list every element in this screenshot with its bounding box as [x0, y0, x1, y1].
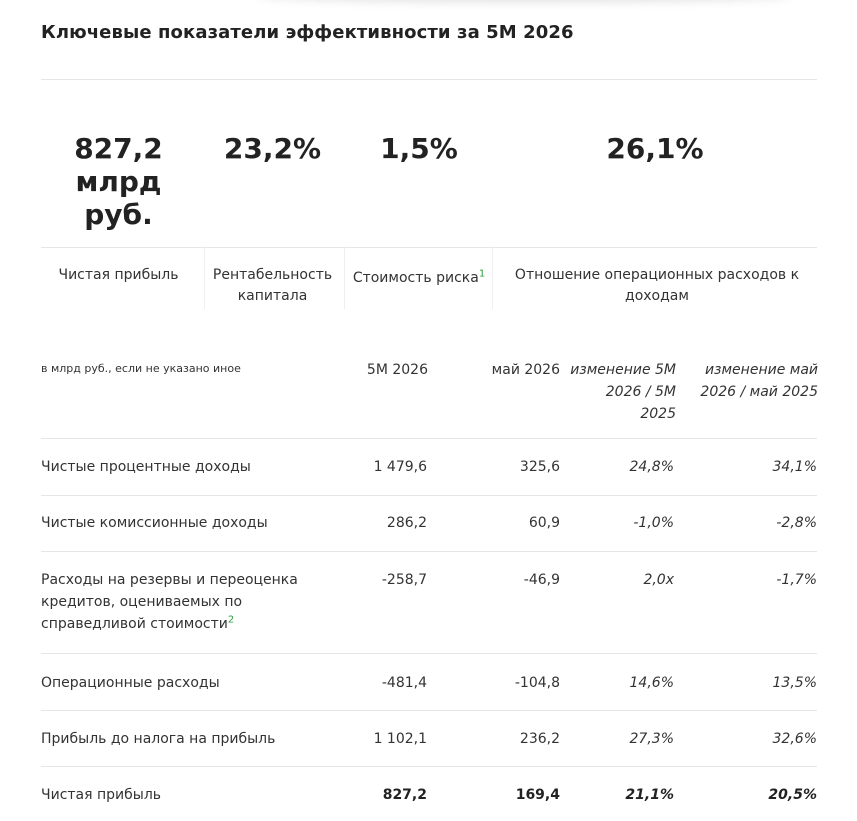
- column-header-may-2026: май 2026: [491, 362, 560, 378]
- column-header-5m-2026: 5М 2026: [366, 362, 428, 378]
- footnote-2-marker[interactable]: 2: [227, 614, 235, 626]
- kpi-roe-value: 23,2%: [223, 132, 322, 165]
- footnote-1-marker[interactable]: 1: [478, 268, 486, 280]
- row-divider: [41, 766, 817, 767]
- cell-5m-2026: -258,7: [381, 572, 427, 588]
- kpi-cir-value: 26,1%: [606, 132, 704, 165]
- kpi-net-profit-value: 827,2 млрд руб.: [74, 132, 163, 231]
- cell-5m-2026: 286,2: [386, 515, 427, 531]
- row-label-net-profit: Чистая прибыль: [41, 787, 162, 803]
- cell-5m-2026: -481,4: [381, 675, 427, 691]
- cell-may-2026: 236,2: [519, 731, 560, 747]
- kpi-cost-of-risk-label-text: Стоимость риска: [352, 270, 479, 286]
- table-divider: [41, 438, 817, 439]
- cell-may-2026: 169,4: [515, 787, 560, 803]
- cell-may-2026: 60,9: [528, 515, 560, 531]
- cell-5m-2026: 1 479,6: [373, 459, 427, 475]
- kpi-divider: [41, 247, 817, 248]
- row-divider: [41, 495, 817, 496]
- cell-change-5m: 27,3%: [629, 731, 674, 747]
- cell-change-5m: 2,0х: [643, 572, 674, 588]
- cell-may-2026: 325,6: [519, 459, 560, 475]
- kpi-roe-label: Рентабельность капитала: [212, 267, 333, 304]
- kpi-cost-of-risk-value: 1,5%: [380, 132, 458, 165]
- cell-may-2026: -46,9: [523, 572, 560, 588]
- cell-change-may: 32,6%: [772, 731, 817, 747]
- column-header-change-may: изменение май 2026 / май 2025: [700, 362, 818, 400]
- row-label-provisions-text: Расходы на резервы и переоценка кредитов, оцениваемых по справедливой стоимости: [41, 572, 298, 632]
- cell-change-may: -2,8%: [776, 515, 817, 531]
- cell-change-5m: 21,1%: [625, 787, 674, 803]
- row-label-profit-before-tax: Прибыль до налога на прибыль: [41, 731, 276, 747]
- cell-change-5m: 24,8%: [629, 459, 674, 475]
- row-label-net-fee-income: Чистые комиссионные доходы: [41, 515, 268, 531]
- kpi-cir-label: Отношение операционных расходов к доходам: [514, 267, 800, 304]
- cell-change-5m: -1,0%: [633, 515, 674, 531]
- cell-change-may: 13,5%: [772, 675, 817, 691]
- cell-change-5m: 14,6%: [629, 675, 674, 691]
- kpi-cost-of-risk-label: [345, 268, 493, 289]
- cell-change-may: 34,1%: [772, 459, 817, 475]
- cell-change-may: -1,7%: [776, 572, 817, 588]
- row-label-provisions: [41, 569, 316, 635]
- row-label-operating-expenses: Операционные расходы: [41, 675, 220, 691]
- table-unit-note: в млрд руб., если не указано иное: [41, 362, 241, 375]
- cell-5m-2026: 1 102,1: [373, 731, 427, 747]
- title-divider: [41, 79, 817, 80]
- row-divider: [41, 653, 817, 654]
- cell-change-may: 20,5%: [768, 787, 817, 803]
- kpi-net-profit-label: Чистая прибыль: [58, 267, 179, 283]
- column-header-change-5m: изменение 5М 2026 / 5М 2025: [570, 362, 676, 422]
- cell-may-2026: -104,8: [514, 675, 560, 691]
- row-divider: [41, 551, 817, 552]
- row-label-net-interest-income: Чистые процентные доходы: [41, 459, 251, 475]
- page-title: Ключевые показатели эффективности за 5М 2026: [41, 22, 574, 43]
- cell-5m-2026: 827,2: [382, 787, 427, 803]
- row-divider: [41, 710, 817, 711]
